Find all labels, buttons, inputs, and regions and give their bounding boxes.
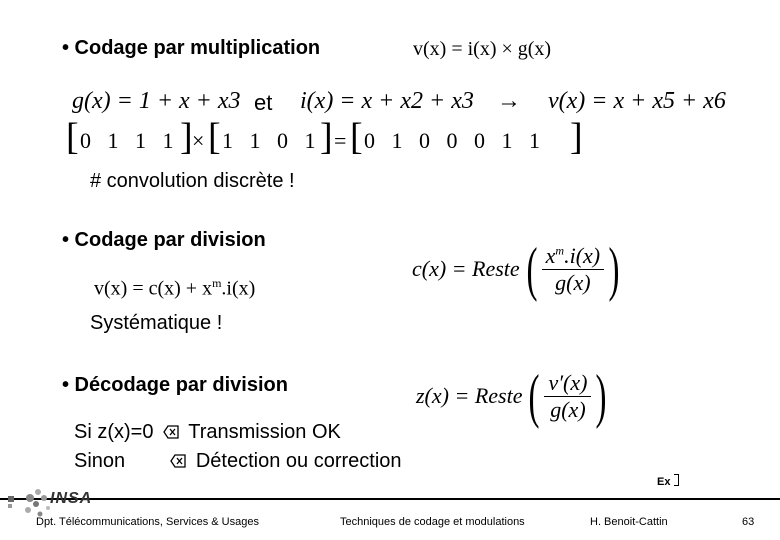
footer-author: H. Benoit-Cattin: [590, 516, 668, 528]
footer-course: Techniques de codage et modulations: [340, 516, 525, 528]
arrow-symbol: →: [497, 88, 521, 114]
vector-v-bracket-right: ]: [570, 116, 583, 158]
ex-link-icon: [674, 474, 679, 486]
formula-z-denominator: g(x): [550, 396, 586, 422]
note-systematic: Systématique !: [90, 312, 223, 334]
ex-link[interactable]: [657, 474, 679, 488]
heading-decodage-division: • Décodage par division: [62, 374, 288, 396]
vector-i-values: 1 1 0 1: [222, 128, 316, 153]
erase-arrow-icon: [170, 454, 186, 468]
formula-z-fraction: [544, 370, 591, 423]
formula-i: i(x) = x + x2 + x3: [300, 88, 474, 114]
formula-c-lhs: c(x) = Reste: [412, 256, 520, 281]
si-result: Transmission OK: [188, 421, 341, 443]
footer-department: Dpt. Télécommunications, Services & Usages: [36, 516, 259, 528]
vector-g-values: 0 1 1 1: [80, 128, 174, 153]
note-convolution: # convolution discrète !: [90, 170, 295, 192]
sinon-line: [74, 450, 402, 473]
ex-link-label: Ex: [657, 476, 671, 488]
heading-codage-division: • Codage par division: [62, 229, 266, 251]
insa-logo-text: INSA: [50, 490, 93, 507]
formula-v-product: v(x) = i(x) × g(x): [413, 38, 552, 60]
formula-c-numerator: $x^m.i(x)$: [545, 242, 601, 268]
vector-g-bracket-left: [: [66, 116, 79, 158]
formula-v-division: [94, 276, 255, 301]
sinon-label: Sinon: [74, 450, 126, 472]
footer-page-number: 63: [742, 516, 755, 528]
formula-c-reste: c(x) = Reste ( $\frac{x^m.i(x)}{g(x)}$ ): [412, 235, 620, 302]
formula-c-fraction: [542, 243, 604, 296]
formula-c-denominator: g(x): [555, 269, 591, 295]
equals-symbol: =: [334, 128, 347, 153]
heading-codage-multiplication: • Codage par multiplication: [62, 37, 321, 59]
formula-v-division-text: v(x) = c(x) + x: [94, 277, 213, 300]
formula-g: [72, 88, 241, 115]
formula-z-reste: z(x) = Reste ( $\frac{v'(x)}{g(x)}$ ): [416, 362, 607, 429]
erase-arrow-icon: [163, 425, 179, 439]
footer-divider: [0, 498, 780, 500]
vector-g-bracket-right: ]: [180, 116, 193, 158]
formula-v-division-tail: .i(x): [221, 277, 256, 300]
vector-i-bracket-left: [: [208, 116, 221, 158]
vector-i-bracket-right: ]: [320, 116, 333, 158]
sinon-result: Détection ou correction: [195, 450, 402, 472]
times-symbol: ×: [192, 128, 205, 153]
formula-g-text: g(x) = 1 + x + x3: [72, 88, 241, 114]
word-et: et: [254, 90, 273, 115]
formula-z-numerator: v′(x): [548, 369, 588, 395]
formula-v: v(x) = x + x5 + x6: [548, 88, 726, 114]
si-label: Si z(x)=0: [74, 421, 154, 443]
vector-v-bracket-left: [: [350, 116, 363, 158]
vector-v-values: 0 1 0 0 0 1 1: [364, 128, 540, 153]
formula-v-division-exponent: m: [212, 276, 222, 290]
si-line: [74, 421, 341, 444]
formula-z-lhs: z(x) = Reste: [416, 383, 523, 408]
